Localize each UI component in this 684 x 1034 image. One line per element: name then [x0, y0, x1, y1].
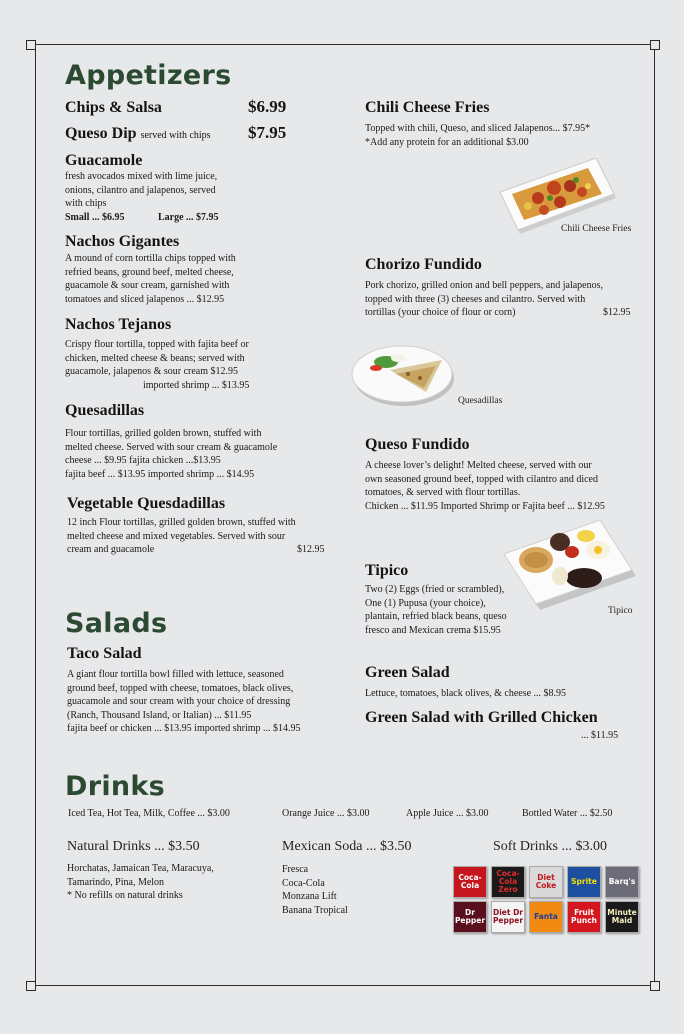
desc-line: Pork chorizo, grilled onion and bell peppers, and jalapenos, [365, 280, 603, 291]
tipico-caption: Tipico [608, 606, 633, 616]
appetizers-title: Appetizers [65, 60, 232, 91]
desc-line: 12 inch Flour tortillas, grilled golden brown, stuffed with [67, 517, 296, 528]
soft-drinks-head: Soft Drinks ... $3.00 [493, 839, 607, 854]
quesadillas-photo [350, 340, 456, 408]
soda-logo-sprite: Sprite [567, 866, 601, 898]
frame-corner [26, 40, 36, 50]
desc-line: Two (2) Eggs (fried or scrambled), [365, 584, 505, 595]
frame-bottom [35, 985, 655, 986]
salads-title: Salads [65, 608, 168, 639]
queso-dip-name [65, 125, 211, 143]
desc-line: own seasoned ground beef, topped with cilantro and diced [365, 473, 598, 485]
quesadillas-name: Quesadillas [65, 402, 145, 419]
taco-salad-name: Taco Salad [67, 645, 142, 662]
nachos-tejanos-name: Nachos Tejanos [65, 316, 172, 333]
desc-line: ground beef, topped with cheese, tomatoes, black olives, [67, 682, 294, 694]
chorizo-fundido-name: Chorizo Fundido [365, 256, 482, 273]
nachos-gigantes-name: Nachos Gigantes [65, 233, 180, 250]
basic-drink: Bottled Water ... $2.50 [522, 808, 613, 819]
desc-line: fresco and Mexican crema $15.95 [365, 624, 501, 636]
desc-line: Fresca [282, 864, 309, 875]
chorizo-fundido-desc [365, 279, 640, 320]
soda-logo-diet-dr-pepper: Diet Dr Pepper [491, 901, 525, 933]
desc-line: tomatoes, & served with flour tortillas. [365, 487, 521, 498]
soda-logo-diet-coke: Diet Coke [529, 866, 563, 898]
desc-line: melted cheese and mixed vegetables. Served with sour [67, 530, 286, 542]
vegetable-quesadillas-name: Vegetable Quesdadillas [67, 495, 226, 512]
chili-cheese-fries-caption: Chili Cheese Fries [561, 224, 632, 234]
soda-logo-fanta: Fanta [529, 901, 563, 933]
green-salad-chicken-price: ... $11.95 [581, 730, 619, 741]
desc-line: topped with three (3) cheeses and cilantro. Served with [365, 293, 586, 305]
queso-dip-note: served with chips [140, 130, 211, 141]
desc-line: Coca-Cola [282, 877, 325, 889]
frame-top [35, 44, 655, 45]
desc-line: Tamarindo, Pina, Melon [67, 876, 165, 888]
queso-dip-label: Queso Dip [65, 125, 137, 142]
desc-line: plantain, refried black beans, queso [365, 611, 507, 622]
desc-line: onions, cilantro and jalapenos, served [65, 184, 216, 196]
chorizo-fundido-price: $12.95 [603, 307, 631, 318]
desc-line: Chicken ... $11.95 Imported Shrimp or Fajita beef ... $12.95 [365, 500, 605, 512]
desc-line: fajita beef ... $13.95 imported shrimp ... $14.95 [65, 468, 255, 480]
tipico-name: Tipico [365, 562, 409, 579]
queso-dip-price: $7.95 [248, 123, 287, 142]
guacamole-desc [65, 170, 265, 211]
desc-line: chicken, melted cheese & beans; served with [65, 352, 245, 364]
vegetable-quesadillas-price: $12.95 [297, 544, 325, 555]
desc-line: A mound of corn tortilla chips topped with [65, 253, 236, 264]
green-salad-name: Green Salad [365, 664, 450, 681]
green-salad-chicken-name: Green Salad with Grilled Chicken [365, 709, 598, 726]
basic-drink: Apple Juice ... $3.00 [406, 808, 489, 819]
natural-drinks-desc [67, 862, 277, 903]
nachos-gigantes-desc [65, 252, 305, 306]
guacamole-large-price: Large ... $7.95 [158, 212, 219, 223]
chips-salsa-price: $6.99 [248, 97, 287, 116]
desc-line: Monzana Lift [282, 891, 337, 902]
desc-line: guacamole, jalapenos & sour cream $12.95 [65, 366, 238, 377]
taco-salad-desc [67, 668, 347, 736]
mexican-soda-head: Mexican Soda ... $3.50 [282, 839, 412, 854]
frame-corner [650, 40, 660, 50]
quesadillas-desc [65, 427, 335, 481]
quesadillas-caption: Quesadillas [458, 396, 503, 406]
desc-line: guacamole and sour cream with your choice of dressing [67, 696, 291, 707]
soda-logo-barqs: Barq's [605, 866, 639, 898]
desc-line: Banana Tropical [282, 904, 348, 916]
desc-line: fresh avocados mixed with lime juice, [65, 171, 218, 182]
desc-line: guacamole & sour cream, garnished with [65, 280, 230, 291]
chili-cheese-fries-name: Chili Cheese Fries [365, 99, 490, 116]
desc-line: cream and guacamole [67, 544, 155, 555]
guacamole-small-price: Small ... $6.95 [65, 212, 125, 223]
soda-logo-coca-cola: Coca-Cola [453, 866, 487, 898]
chili-cheese-fries-desc [365, 122, 640, 149]
guacamole-name: Guacamole [65, 152, 143, 169]
nachos-tejanos-desc [65, 338, 315, 392]
desc-line: imported shrimp ... $13.95 [143, 379, 250, 391]
soda-logo-dr-pepper: Dr Pepper [453, 901, 487, 933]
desc-line: A cheese lover’s delight! Melted cheese, served with our [365, 460, 592, 471]
frame-left [35, 44, 36, 986]
desc-line: Horchatas, Jamaican Tea, Maracuya, [67, 863, 214, 874]
desc-line: One (1) Pupusa (your choice), [365, 597, 486, 609]
mexican-soda-list [282, 863, 348, 917]
desc-line: melted cheese. Served with sour cream & guacamole [65, 441, 278, 453]
drinks-title: Drinks [65, 771, 166, 802]
desc-line: Topped with chili, Queso, and sliced Jalapenos... $7.95* [365, 123, 591, 134]
desc-line: tomatoes and sliced jalapenos ... $12.95 [65, 293, 225, 305]
soda-logo-coke-zero: Coca-Cola Zero [491, 866, 525, 898]
natural-drinks-head: Natural Drinks ... $3.50 [67, 839, 200, 854]
desc-line: tortillas (your choice of flour or corn) [365, 307, 516, 318]
queso-fundido-name: Queso Fundido [365, 436, 470, 453]
desc-line: *Add any protein for an additional $3.00 [365, 136, 529, 148]
soda-logo-minute-maid: Minute Maid [605, 901, 639, 933]
queso-fundido-desc [365, 459, 655, 513]
green-salad-desc: Lettuce, tomatoes, black olives, & cheese ... $8.95 [365, 688, 567, 699]
tipico-desc [365, 583, 545, 637]
basic-drink: Orange Juice ... $3.00 [282, 808, 370, 819]
desc-line: (Ranch, Thousand Island, or Italian) ... $11.95 [67, 709, 252, 721]
desc-line: with chips [65, 198, 107, 209]
frame-corner [650, 981, 660, 991]
desc-line: fajita beef or chicken ... $13.95 imported shrimp ... $14.95 [67, 723, 301, 734]
frame-corner [26, 981, 36, 991]
desc-line: refried beans, ground beef, melted cheese, [65, 266, 234, 278]
desc-line: A giant flour tortilla bowl filled with lettuce, seasoned [67, 669, 284, 680]
desc-line: cheese ... $9.95 fajita chicken ...$13.95 [65, 455, 221, 466]
chips-salsa-name: Chips & Salsa [65, 99, 162, 116]
soda-logo-fruit-punch: Fruit Punch [567, 901, 601, 933]
desc-line: * No refills on natural drinks [67, 890, 183, 901]
frame-right [654, 44, 655, 986]
desc-line: Crispy flour tortilla, topped with fajita beef or [65, 339, 249, 350]
basic-drink: Iced Tea, Hot Tea, Milk, Coffee ... $3.00 [68, 808, 230, 819]
desc-line: Flour tortillas, grilled golden brown, stuffed with [65, 428, 262, 439]
